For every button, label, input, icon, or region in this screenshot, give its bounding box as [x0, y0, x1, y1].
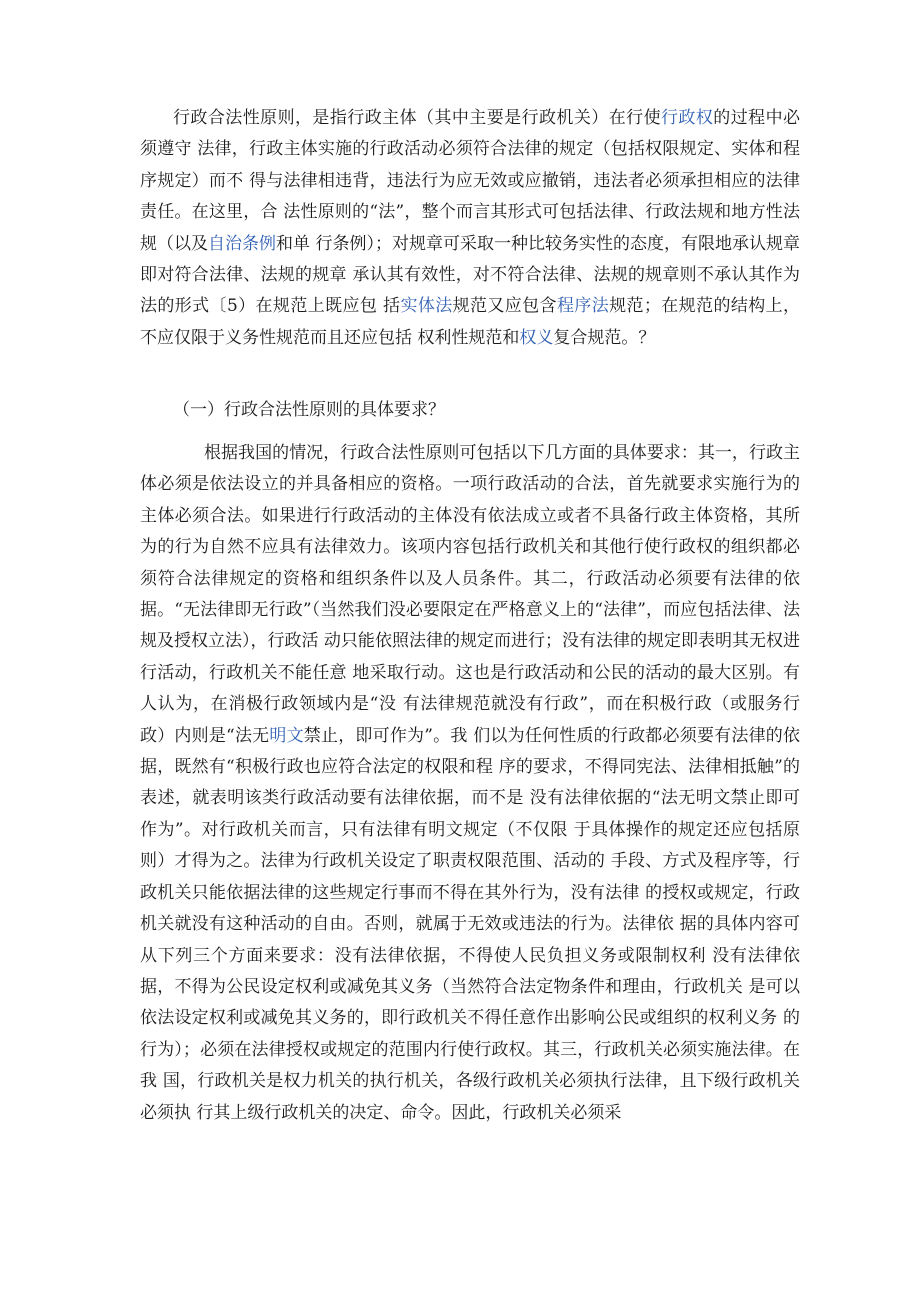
paragraph-requirements	[140, 438, 800, 1129]
text-run: 和单 行条例）；对规章可采取一种比较务实性的态度，有限地承认规章即对符合法律、法规的规章 承认其有效性，对不符合法律、法规的规章则不承认其作为法的形式〔5）在规范上既应包 括	[140, 233, 801, 317]
text-run: 行政合法性原则，是指行政主体（其中主要是行政机关）在行使	[173, 108, 661, 128]
link-zizhi-tiaoli[interactable]: 自治条例	[208, 233, 277, 254]
text-run: 的过程中必须遵守 法律，行政主体实施的行政活动必须符合法律的规定（包括权限规定、实体和程序规定）而不 得与法律相违背，违法行为应无效或应撤销，违法者必须承担相应的法律责任。在这里，合 法性原则的“法”，整个而言其形式可包括法律、行政法规和地方性法规（以及	[140, 108, 801, 254]
text-run: 根据我国的情况，行政合法性原则可包括以下几方面的具体要求：其一，行政主体必须是依法设立的并具备相应的资格。一项行政活动的合法，首先就要求实施行为的主体必须合法。如果进行行政活动的主体没有依法成立或者不具备行政主体资格，其所为的行为自然不应具有法律效力。该项内容包括行政机关和其他行使行政权的组织都必须符合法律规定的资格和组织条件以及人员条件。其二，行政活动必须要有法律的依据。“无法律即无行政”（当然我们没必要限定在严格意义上的“法律”，而应包括法律、法规及授权立法），行政活 动只能依照法律的规定而进行；没有法律的规定即表明其无权进行活动，行政机关不能任意 地采取行动。这也是行政活动和公民的活动的最大区别。有人认为，在消极行政领域内是“没 有法律规范就没有行政”，而在积极行政（或服务行政）内则是“法无	[140, 443, 800, 746]
text-run: 规范又应包含	[452, 296, 557, 317]
section-heading: （一）行政合法性原则的具体要求？	[173, 400, 445, 420]
link-chengxufa[interactable]: 程序法	[556, 296, 610, 317]
paragraph-intro	[140, 103, 800, 354]
link-xingzhengquan[interactable]: 行政权	[661, 108, 714, 128]
text-run: 规范；在规范的结构上，不应仅限于义务性规范而且还应包括 权利性规范和	[140, 296, 801, 348]
link-quanyi[interactable]: 权义	[519, 327, 554, 348]
text-run: 禁止，即可作为”。我 们以为任何性质的行政都必须要有法律的依据，既然有“积极行政也应符合法定的权限和程 序的要求，不得同宪法、法律相抵触”的表述，就表明该类行政活动要有法律依据，而不是 没有法律依据的“法无明文禁止即可作为”。对行政机关而言，只有法律有明文规定（不仅限 于具体操作的规定还应包括原则）才得为之。法律为行政机关设定了职责权限范围、活动的 手段、方式及程序等，行政机关只能依据法律的这些规定行事而不得在其外行为，没有法律 的授权或规定，行政机关就没有这种活动的自由。否则，就属于无效或违法的行为。法律依 据的具体内容可从下列三个方面来要求：没有法律依据，不得使人民负担义务或限制权利 没有法律依据，不得为公民设定权利或减免其义务（当然符合法定物条件和理由，行政机关 是可以依法设定权利或减免其义务的，即行政机关不得任意作出影响公民或组织的权利义务 的行为）；必须在法律授权或规定的范围内行使行政权。其三，行政机关必须实施法律。在我 国，行政机关是权力机关的执行机关，各级行政机关必须执行法律，且下级行政机关必须执 行其上级行政机关的决定、命令。因此，行政机关必须采	[140, 725, 800, 1123]
link-mingwen[interactable]: 明文	[269, 725, 304, 746]
text-run: 复合规范。？	[553, 327, 656, 348]
link-shitifa[interactable]: 实体法	[400, 296, 453, 317]
